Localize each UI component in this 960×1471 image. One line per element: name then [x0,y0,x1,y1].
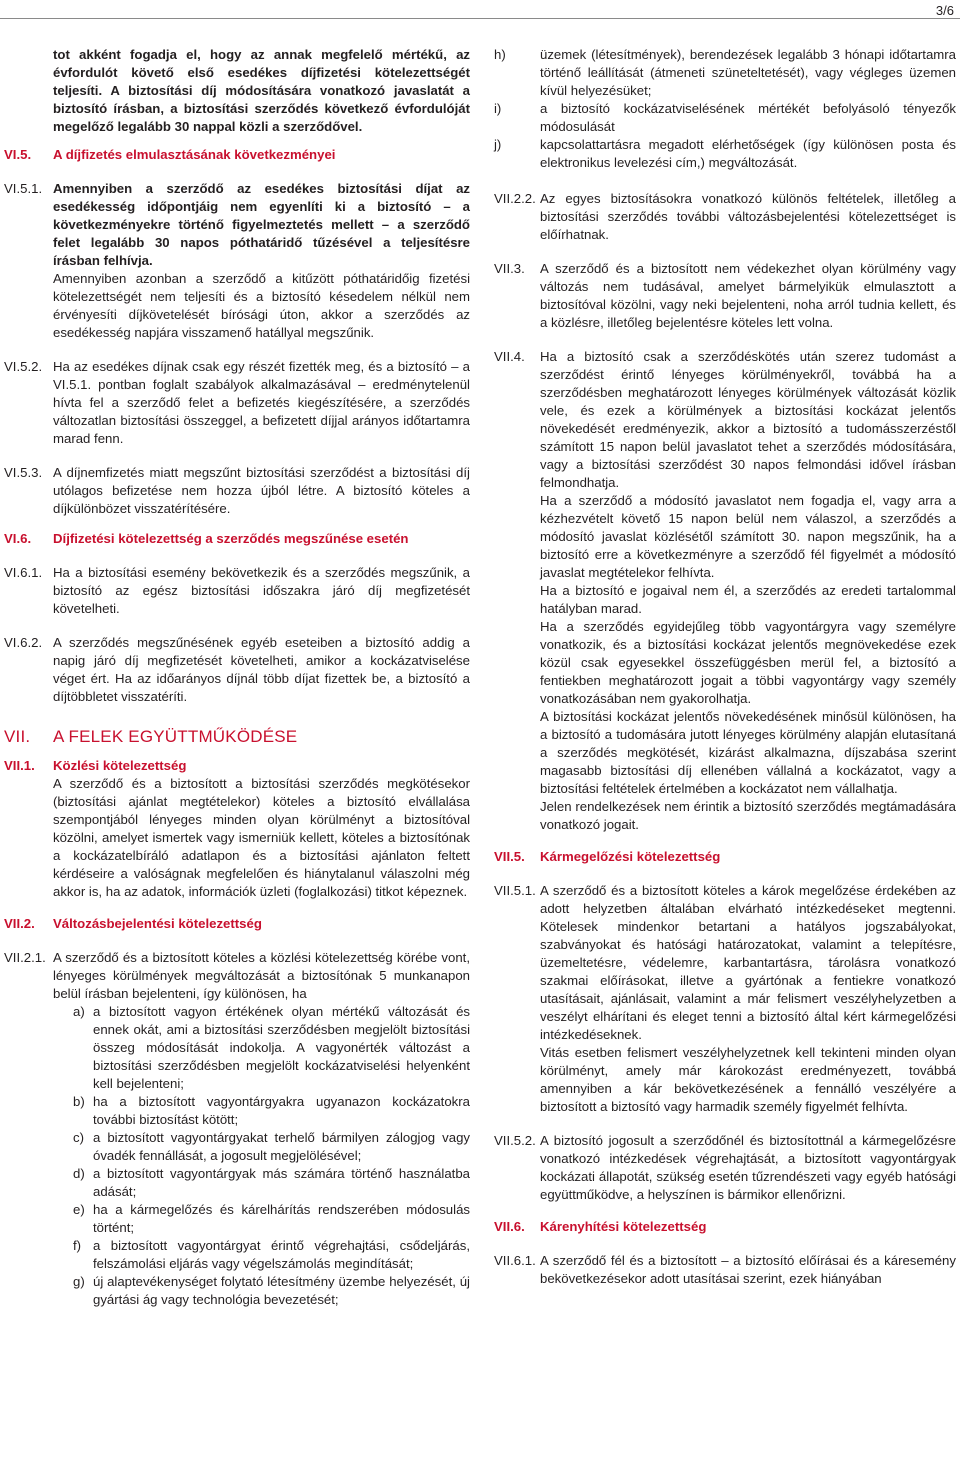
clause-number: VI.5.1. [4,181,43,196]
clause-vii21 [4,949,470,1003]
list-text: üzemek (létesítmények), berendezések legalább 3 hónapi időtartamra történő leállítását (átmeneti szüneteltetését), vagy végleges üzemen kívül helyezésüket; [540,47,956,98]
change-list [73,1003,470,1309]
clause-text: Ha az esedékes díjnak csak egy részét fizették meg, és a biztosító – a VI.5.1. pontban foglalt szabályok alkalmazásával – eredménytelenül hívta fel a szerződő felet a befizetés kiegészítésére, a szerződés változatlan biztosítási összeggel, a befizetett díjjal arányos időtartamra marad fenn. [53,359,470,446]
right-column [494,46,956,1288]
clause-vi51-paragraph: Amennyiben azonban a szerződő a kitűzött póthatáridőig fizetési kötelezettségét nem teljesíti és a biztosító késedelem nélkül nem érvényesíti díjkövetelését bírósági úton, akkor a szerződés az esedékesség napjára visszamenő hatállyal megszűnik. [53,271,470,340]
list-label: a) [73,1004,85,1019]
clause-number: VI.6.2. [4,635,43,650]
clause-number: VII.4. [494,349,525,364]
section-vii1-heading [4,757,470,775]
section-title: Díjfizetési kötelezettség a szerződés megszűnése esetén [53,531,409,546]
list-item [73,1093,470,1129]
section-vii2-heading [4,915,470,933]
list-item [494,46,956,100]
list-text: a biztosított vagyontárgyakat terhelő bármilyen zálogjog vagy óvadék fennállását, a jogosult megjelölésével; [93,1130,470,1163]
section-title: A díjfizetés elmulasztásának következményei [53,147,336,162]
intro-paragraph: tot akként fogadja el, hogy az annak megfelelő mértékű, az évfordulót követő első esedékes díjfizetési kötelezettségét teljesíti. A biztosítási díj módosítására vonatkozó javaslatát a biztosító írásban, a biztosítási szerződés következő évfordulóját megelőző legalább 30 nappal közli a szerződővel. [53,47,470,134]
list-label: j) [494,137,502,152]
clause-vii51-paragraph: Vitás esetben felismert veszélyhelyzetnek kell tekinteni minden olyan körülményt, amely már károkozást eredményezett, továbbá amennyiben a kár bekövetkezésének a fennálló veszélyére a biztosított a biztosító vagy harmadik személy figyelmét felhívta. [540,1045,956,1114]
list-item [73,1273,470,1309]
list-label: h) [494,47,506,62]
clause-text: Amennyiben a szerződő az esedékes biztosítási díjat az esedékesség időpontjáig nem egyenlíti ki a biztosító – a következményekre történő figyelmeztetés mellett – a szerződő felet legalább 30 napos póthatáridő tűzésével a teljesítésre írásban felhívja. [53,181,470,268]
list-label: e) [73,1202,85,1217]
section-number: VII.6. [494,1219,525,1234]
section-title: Kármegelőzési kötelezettség [540,849,721,864]
clause-text: A szerződő és a biztosított köteles a károk megelőzése érdekében az adott helyzetben általában elvárható intézkedéseket megtenni. Kötelesek mindenkor betartani a hatályos jogszabályokat, szabványokat és hatósági határozatokat, valamint a telepítésre, üzemeltetésre, védelemre, karbantartásra, tárolásra vonatkozó szakmai előírásokat, illetve a gyártónak a fentiekre vonatkozó utasításait, ajánlásait, valamint a már felismert veszélyhelyzetben a veszélyt elhárítani és eleget tenni a biztosító által kért kármegelőzési intézkedéseknek. [540,883,956,1042]
clause-number: VI.5.2. [4,359,43,374]
section-number: VI.5. [4,147,32,162]
clause-vii51 [494,882,956,1044]
clause-text: Ha a biztosítási esemény bekövetkezik és a szerződés megszűnik, a biztosító az egész biztosítási időszakra járó díj megfizetését követelheti. [53,565,470,616]
clause-text: A szerződő és a biztosított nem védekezhet olyan körülmény vagy változás nem tudásával, amelyet bármelyikük elmulasztott a biztosítóval közölni, vagy neki bejelenteni, noha arról tudnia kellett, és a közlésre, illetőleg bejelentésre köteles lett volna. [540,261,956,330]
section-title: Változásbejelentési kötelezettség [53,916,262,931]
clause-text: A szerződő fél és a biztosított – a biztosító előírásai és a káresemény bekövetkezésekor adott utasításai szerint, ezek hiányában [540,1253,956,1286]
section-number: VII.1. [4,758,35,773]
clause-number: VII.5.2. [494,1133,536,1148]
list-item [73,1003,470,1093]
list-item [494,100,956,136]
list-label: i) [494,101,502,116]
clause-vi51 [4,180,470,270]
list-text: a biztosított vagyontárgyak más számára történő használatba adását; [93,1166,470,1199]
section-vii6-heading [494,1218,956,1236]
list-text: ha a biztosított vagyontárgyakra ugyanazon kockázatokra további biztosítást kötött; [93,1094,470,1127]
clause-text: Az egyes biztosításokra vonatkozó különös feltételek, illetőleg a biztosítási szerződés további változásbejelentési kötelezettséget is előírhatnak. [540,191,956,242]
clause-vii4-paragraph: A biztosítási kockázat jelentős növekedésének minősül különösen, ha a biztosító a tudomására jutott lényeges körülmény alapján elutasítaná a szerződés megkötését, kizárást alkalmazna, díjszabása szerint magasabb biztosítási díj ellenében vállalná a kockázatot, vagy a biztosítási feltételek értelmében a kockázatot nem vállalhatja. [540,709,956,796]
clause-number: VII.3. [494,261,525,276]
clause-vii4-paragraph: Jelen rendelkezések nem érintik a biztosító szerződés megtámadására vonatkozó jogait. [540,799,956,832]
clause-text: A díjnemfizetés miatt megszűnt biztosítási szerződést a biztosítási díj utólagos befizetése nem hozza újból létre. A biztosító köteles a díjkülönbözet visszatérítésére. [53,465,470,516]
chapter-vii-heading [4,728,470,747]
clause-vi61 [4,564,470,618]
list-text: kapcsolattartásra megadott elérhetőségek (így különösen posta és elektronikus levelezési cím,) megváltozását. [540,137,956,170]
list-text: a biztosított vagyon értékének olyan mértékű változását és ennek okát, ami a biztosítási szerződésben megjelölt biztosítási összeg módosítását indokolja. A vagyonérték változást a biztosítási szerződésben megjelölt kockázatviselési helyenként kell bejelenteni; [93,1004,470,1091]
list-label: c) [73,1130,84,1145]
clause-number: VII.5.1. [494,883,536,898]
clause-number: VI.5.3. [4,465,43,480]
list-item [73,1129,470,1165]
section-title: Közlési kötelezettség [53,758,187,773]
list-item [73,1201,470,1237]
list-text: új alaptevékenységet folytató létesítmény üzembe helyezését, új gyártási ág vagy technológia bevezetését; [93,1274,470,1307]
clause-vii4-paragraph: Ha a szerződés egyidejűleg több vagyontárgyra vagy személyre vonatkozik, és a biztosítási kockázat jelentős megnövekedése ezek közül csak egyesekkel összefüggésben merül fel, a biztosító a fentiekben meghatározott jogait a többi vagyontárgy vagy személy vonatkozásában nem gyakorolhatja. [540,619,956,706]
clause-text: A szerződés megszűnésének egyéb eseteiben a biztosító addig a napig járó díj megfizetését követelheti, amikor a kockázatviselése véget ért. Ha az időarányos díjnál több díjat fizettek be, a biztosító a díjtöbbletet visszatéríti. [53,635,470,704]
section-vii5-heading [494,848,956,866]
section-title: Kárenyhítési kötelezettség [540,1219,707,1234]
chapter-number: VII. [4,727,31,746]
list-label: g) [73,1274,85,1289]
page-number: 3/6 [935,3,954,18]
section-number: VI.6. [4,531,32,546]
clause-number: VII.6.1. [494,1253,536,1268]
list-item [73,1165,470,1201]
clause-number: VII.2.1. [4,950,46,965]
list-label: b) [73,1094,85,1109]
clause-vii61 [494,1252,956,1288]
clause-number: VII.2.2. [494,191,536,206]
header-divider [0,18,960,19]
list-text: a biztosító kockázatviselésének mértékét befolyásoló tényezők módosulását [540,101,956,134]
clause-vii4 [494,348,956,492]
clause-vii4-paragraph: Ha a biztosító e jogaival nem él, a szerződés az eredeti tartalommal hatályban marad. [540,583,956,616]
section-vi6-heading [4,530,470,548]
section-number: VII.5. [494,849,525,864]
clause-text: Ha a biztosító csak a szerződéskötés után szerez tudomást a szerződést érintő lényeges körülményekről, továbbá ha a szerződésben meghatározott lényeges körülmények változását közlik vele, és ezek a körülmények a biztosítási kockázat jelentős növekedését eredményezik, akkor a biztosító a tudomásszerzéstől számított 15 napon belül javaslatot tehet a szerződés módosítására, vagy a biztosítási szerződést 30 napos felmondási idővel írásban felmondhatja. [540,349,956,490]
clause-vii3 [494,260,956,332]
list-item [494,136,956,172]
list-item [73,1237,470,1273]
list-label: f) [73,1238,82,1253]
clause-vi62 [4,634,470,706]
left-column [4,46,470,1309]
section-vi5-heading [4,146,470,164]
list-label: d) [73,1166,85,1181]
list-text: a biztosított vagyontárgyat érintő végrehajtási, csődeljárás, felszámolási eljárás vagy végelszámolás megindítását; [93,1238,470,1271]
clause-number: VI.6.1. [4,565,43,580]
clause-vi52 [4,358,470,448]
section-number: VII.2. [4,916,35,931]
clause-vii22 [494,190,956,244]
clause-text: A szerződő és a biztosított köteles a közlési kötelezettség körébe vont, lényeges körülmények megváltozását a biztosítónak 5 munkanapon belül írásban bejelenteni, így különösen, ha [53,950,470,1001]
section-vii1-paragraph: A szerződő és a biztosított a biztosítási szerződés megkötésekor (biztosítási ajánlat megtételekor) köteles a biztosító elvállalása szempontjából lényeges minden olyan körülményt a biztosítóval közölni, amelyet ismertek vagy ismerniük kellett, köteles a biztosítónak a kockázatelbíráló adatlapon és a biztosítási ajánlaton feltett kérdéseire a valóságnak megfelelően és hiánytalanul válaszolni még akkor is, ha az adatok, információk üzleti (foglalkozási) titkot képeznek. [53,776,470,899]
clause-vii4-paragraph: Ha a szerződő a módosító javaslatot nem fogadja el, vagy arra a kézhezvételt követő 15 napon belül nem válaszol, a szerződés a módosító javaslat közlésétől számított 30. napon megszűnik, ha a biztosító erre a következményre a szerződő fél figyelmét a módosító javaslat megtételekor felhívta. [540,493,956,580]
clause-vii52 [494,1132,956,1204]
chapter-title: A FELEK EGYÜTTMŰKÖDÉSE [53,727,298,746]
list-text: ha a kármegelőzés és kárelhárítás rendszerében módosulás történt; [93,1202,470,1235]
change-list-continued [494,46,956,172]
clause-text: A biztosító jogosult a szerződőnél és biztosítottnál a kármegelőzésre vonatkozó intézkedések végrehajtását, a biztosított vagyontárgyak kockázati állapotát, szükség esetén tűzrendészeti vagy egyéb hatósági együttműködve, a helyszínen is bármikor ellenőrizni. [540,1133,956,1202]
clause-vi53 [4,464,470,518]
